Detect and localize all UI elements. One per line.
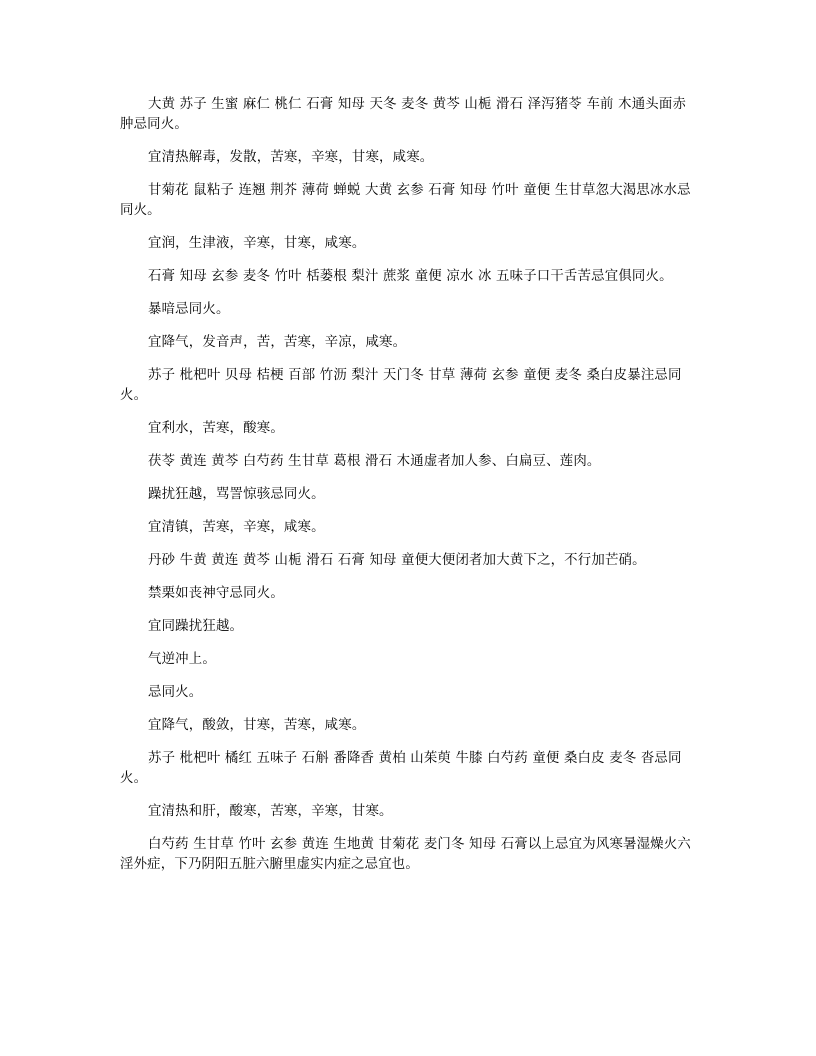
paragraph-13: 丹砂 牛黄 黄连 黄芩 山栀 滑石 石膏 知母 童便大便闭者加大黄下之，不行加芒硝。 [148,553,646,568]
paragraph-2: 宜清热解毒，发散，苦寒，辛寒，甘寒，咸寒。 [148,150,434,165]
paragraph-12: 宜清镇，苦寒，辛寒，咸寒。 [148,520,325,535]
paragraph-18: 宜降气，酸敛，甘寒，苦寒，咸寒。 [148,718,366,733]
paragraph-4: 宜润，生津液，辛寒，甘寒，咸寒。 [148,236,366,251]
paragraph-19: 苏子 枇杷叶 橘红 五味子 石斛 番降香 黄柏 山茱萸 牛膝 白芍药 童便 桑白皮 麦冬 沓忌同火。 [120,751,682,786]
paragraph-20: 宜清热和肝，酸寒，苦寒，辛寒，甘寒。 [148,804,393,819]
document-page [120,95,698,888]
paragraph-10: 茯苓 黄连 黄芩 白芍药 生甘草 葛根 滑石 木通虚者加人参、白扁豆、莲肉。 [148,454,601,469]
paragraph-5: 石膏 知母 玄参 麦冬 竹叶 栝蒌根 梨汁 蔗浆 童便 凉水 冰 五味子口干舌苦忌宜俱同火。 [148,269,673,284]
paragraph-7: 宜降气，发音声，苦，苦寒，辛凉，咸寒。 [148,335,407,350]
paragraph-17: 忌同火。 [148,685,203,700]
paragraph-14: 禁栗如丧神守忌同火。 [148,586,284,601]
paragraph-3: 甘菊花 鼠粘子 连翘 荆芥 薄荷 蝉蜕 大黄 玄参 石膏 知母 竹叶 童便 生甘草忽大渴思冰水忌同火。 [120,183,691,218]
paragraph-8: 苏子 枇杷叶 贝母 桔梗 百部 竹沥 梨汁 天门冬 甘草 薄荷 玄参 童便 麦冬 桑白皮暴注忌同火。 [120,368,682,403]
paragraph-9: 宜利水，苦寒，酸寒。 [148,421,284,436]
paragraph-1: 大黄 苏子 生蜜 麻仁 桃仁 石膏 知母 天冬 麦冬 黄芩 山栀 滑石 泽泻猪苓 车前 木通头面赤肿忌同火。 [120,97,687,132]
paragraph-21: 白芍药 生甘草 竹叶 玄参 黄连 生地黄 甘菊花 麦门冬 知母 石膏以上忌宜为风寒暑湿燥火六淫外症，下乃阴阳五脏六腑里虚实内症之忌宜也。 [120,837,691,872]
paragraph-6: 暴喑忌同火。 [148,302,230,317]
paragraph-16: 气逆冲上。 [148,652,216,667]
paragraph-11: 躁扰狂越，骂詈惊骇忌同火。 [148,487,325,502]
paragraph-15: 宜同躁扰狂越。 [148,619,244,634]
